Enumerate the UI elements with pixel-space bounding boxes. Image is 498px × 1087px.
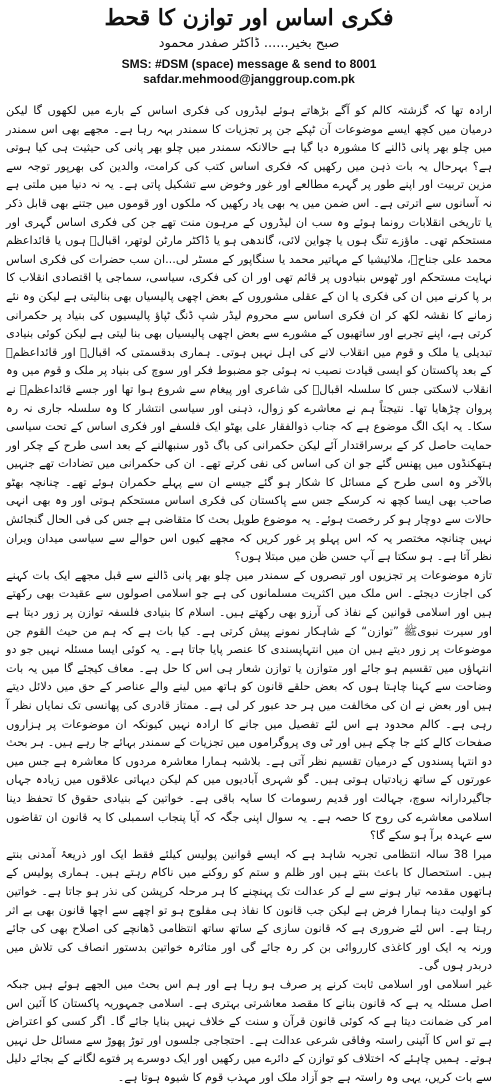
article-paragraph: میرا 38 سالہ انتظامی تجربہ شاہد ہے کہ ایسے قوانین پولیس کیلئے فقط ایک اور ذریعۂ آمدنی بنتے ہیں۔ استحصال کا باعث بنتے ہیں اور ظلم و ستم کو روکنے میں ناکام رہتے ہیں۔ ہماری پولیس کے ہاتھوں مقدمہ تیار ہونے سے لے کر عدالت تک پہنچنے کا ہر مرحلہ کرپشن کی نذر ہو جاتا ہے۔ خواتین کو اولیت دینا ہمارا فرض ہے لیکن جب قانون کا نفاذ ہی مفلوج ہو تو اچھے سے اچھا قانون بھی بے اثر رہتا ہے۔ اس لئے ضروری ہے کہ قانون سازی کے ساتھ ساتھ انتظامی ڈھانچے کی اصلاح بھی کی جائے ورنہ یہ ایک اور کاغذی کارروائی بن کر رہ جائے گی اور متاثرہ خواتین بدستور انصاف کی تلاش میں دربدر ہوں گی۔ (6, 847, 492, 973)
column-header (0, 0, 498, 87)
article-paragraph: ارادہ تھا کہ گزشتہ کالم کو آگے بڑھاتے ہوئے لیڈروں کی فکری اساس کے بارے میں لکھوں گا لیکن درمیان میں کچھ ایسے موضوعات آن ٹپکے جن پر تجزیات کا سمندر بہہ رہا ہے۔ مجھے بھی اس سمندر میں چلو بھر پانی ڈالنے کا مشورہ دیا گیا ہے حالانکہ سمندر میں چلو بھر پانی کی حیثیت ہی کیا ہوتی ہے؟ بہرحال یہ بات ذہن میں رکھیں کہ فکری اساس کتب کی کرامت، والدین کی بھرپور توجہ سے مزین تربیت اور اپنے طور پر گہرے مطالعے اور غور وخوض سے تشکیل پاتی ہے۔ یہ نہ دنیا میں ملتی ہے نہ آسانوں سے اترتی ہے۔ اس ضمن میں یہ بھی یاد رکھیں کہ ملکوں اور قوموں میں جتنے بھی قابل ذکر یا تاریخی انقلابات رونما ہوئے وہ سب ان لیڈروں کے مرہون منت تھے جن کی فکری اساس گہری اور مستحکم تھی۔ ماؤزے تنگ ہوں یا چواین لائی، گاندھی ہو یا ڈاکٹر مارٹن لوتھر، اقبالؒ ہوں یا قائداعظم محمد علی جناحؒ، ملائیشیا کے مہاتیر محمد یا سنگاپور کے مسٹر لی...ان سب حضرات کی فکری اساس نہایت مستحکم اور ٹھوس بنیادوں پر قائم تھی اور ان کی فکری، سیاسی، سماجی یا اقتصادی انقلاب کا بر پا کرنے میں ان کی فکری یا ان کے عقلی مشوروں کے بعض اچھی پالیسیاں بھی بنالیتی ہے لیکن وہ نئے زمانے کا نقشہ لکھ کر ان فکری اساس سے محروم لیڈر شپ ڈنگ ٹپاؤ پالیسیوں کی بنیاد پر حکمرانی کرتی ہے، اپنے تجربے اور ساتھیوں کے مشورے سے بعض اچھی پالیسیاں بھی بنا لیتی ہے لیکن کوئی بنیادی تبدیلی یا ملک و قوم میں انقلاب لانے کی اہل نہیں ہوتی۔ ہماری بدقسمتی کہ اقبالؒ اور قائداعظمؒ کے بعد پاکستان کو ایسی قیادت نصیب نہ ہوئی جو مضبوط فکر اور سوچ کی بنیاد پر ملک و قوم میں وہ انقلاب لاسکتی جس کا سلسلہ اقبالؒ کی شاعری اور پیغام سے شروع ہوا تھا اور جسے قائداعظمؒ نے پروان چڑھایا تھا۔ نتیجتاً ہم نے معاشرے کو زوال، ذہنی اور سیاسی انتشار کا وہ سلسلہ جاری نہ رہ سکا۔ یہ ایک الگ موضوع ہے کہ جناب ذوالفقار علی بھٹو ایک فلسفے اور فکری اساس کے تحت سیاسی حمایت حاصل کر کے برسراقتدار آئے لیکن حکمرانی کی باگ ڈور سنبھالنے کے بعد اسی طرح کے چکر اور ہتھکنڈوں میں پھنس گئے جو ان کی اساس کی نفی کرتے تھے۔ ان کی حکمرانی میں تضادات تھے جنہیں بالآخر وہ اسی طرح کے مسائل کا شکار ہو گئے جیسے ان سے پہلے حکمران ہوئے تھے۔ چنانچہ بھٹو صاحب بھی ایسا کچھ نہ کرسکے جس سے پاکستان کی فکری اساس مستحکم ہوتی اور وہ بھی انہی حالات سے دوچار ہو کر رخصت ہوئے۔ یہ موضوع طویل بحث کا متقاضی ہے جس کی فی الحال گنجائش نہیں چنانچہ مختصر یہ کہ اس پہلو پر غور کریں کہ مجھے کیوں اس حوالے سے سیاسی میدان ویران نظر آتا ہے۔ ہو سکتا ہے آپ حسن ظن میں مبتلا ہوں؟ (5, 104, 492, 564)
article-paragraph: غیر اسلامی اور اسلامی ثابت کرنے پر صرف ہو رہا ہے اور ہم اس بحث میں الجھے ہوئے ہیں جبکہ اصل مسئلہ یہ ہے کہ قانون بنانے کا مقصد معاشرتی بہتری ہے۔ اسلامی جمہوریہ پاکستان کا آئین اس امر کی ضمانت دیتا ہے کہ کوئی قانون قرآن و سنت کے خلاف نہیں بنایا جائے گا۔ اگر کسی کو اعتراض ہے تو اس کا آئینی راستہ وفاقی شرعی عدالت ہے۔ احتجاجی جلسوں اور توڑ پھوڑ سے مسائل حل نہیں ہوتے۔ ہمیں چاہئے کہ اختلاف کو توازن کے دائرے میں رکھیں اور ایک دوسرے پر فتوے لگانے کے بجائے دلیل سے بات کریں، یہی وہ راستہ ہے جو آزاد ملک اور مہذب قوم کا شیوہ ہوتا ہے۔ (6, 977, 492, 1084)
article-title: فکری اساس اور توازن کا قحط (104, 5, 394, 31)
sms-instructions: SMS: #DSM (space) message & send to 8001 (121, 57, 377, 71)
author-byline: صبح بخیر...... ڈاکٹر صفدر محمود (158, 36, 340, 51)
author-email: safdar.mehmood@janggroup.com.pk (143, 72, 355, 86)
article-body (5, 102, 492, 1084)
article-paragraph: تازہ موضوعات پر تجزیوں اور تبصروں کے سمندر میں چلو بھر پانی ڈالنے سے قبل مجھے ایک بات کہنے کی اجازت دیجئے۔ اس ملک میں اکثریت مسلمانوں کی ہے جو اسلامی اصولوں سے عقیدت بھی رکھتے ہیں اور اسلامی قوانین کے نفاذ کی آرزو بھی رکھتے ہیں۔ اسلام کا بنیادی فلسفہ توازن پر زور دیتا ہے اور سیرت نبویﷺ ”توازن“ کے شاہکار نمونے پیش کرتی ہے۔ کیا بات ہے کہ ہم من حیث القوم جن موضوعات پر زور دیتے ہیں ان میں انتہاپسندی کا عنصر پایا جاتا ہے۔ یہ کوئی ایسا مسئلہ نہیں جو دو انتہاؤں میں تقسیم ہو جائے اور متوازن یا توازن شعار ہی اس کا حل ہے۔ معاف کیجئے گا میں یہ بات وضاحت سے کہنا چاہتا ہوں کہ بعض حلقے قانون کو ہاتھ میں لینے والے عناصر کے حق میں دلائل دیتے ہیں اور بعض نے ان کی مخالفت میں ہر حد عبور کر لی ہے۔ ممتاز قادری کی پھانسی تک نمایاں نظر آ رہی ہے۔ کالم محدود ہے اس لئے تفصیل میں جانے کا ارادہ نہیں کیونکہ ان موضوعات پر ہزاروں صفحات کالے کئے جا چکے ہیں اور ٹی وی پروگراموں میں تجزیات کے سمندر بہائے جا رہے ہیں۔ ہر بحث دو انتہا پسندوں کے درمیان تقسیم نظر آتی ہے۔ بلاشبہ ہمارا معاشرہ مردوں کا معاشرہ ہے جس میں عورتوں کے ساتھ زیادتیاں ہوتی ہیں۔ گو شہری آبادیوں میں کم لیکن دیہاتی علاقوں میں زیادہ جہاں جاگیردارانہ سوچ، جہالت اور قدیم رسومات کا سایہ باقی ہے۔ خواتین کے بنیادی حقوق کا تحفظ دینا اسلامی معاشرے کی روح کا حصہ ہے۔ یہ سوال اپنی جگہ کہ آیا پنجاب اسمبلی کا یہ قانون ان تقاضوں سے عہدہ برآ ہو سکے گا؟ (6, 568, 492, 843)
